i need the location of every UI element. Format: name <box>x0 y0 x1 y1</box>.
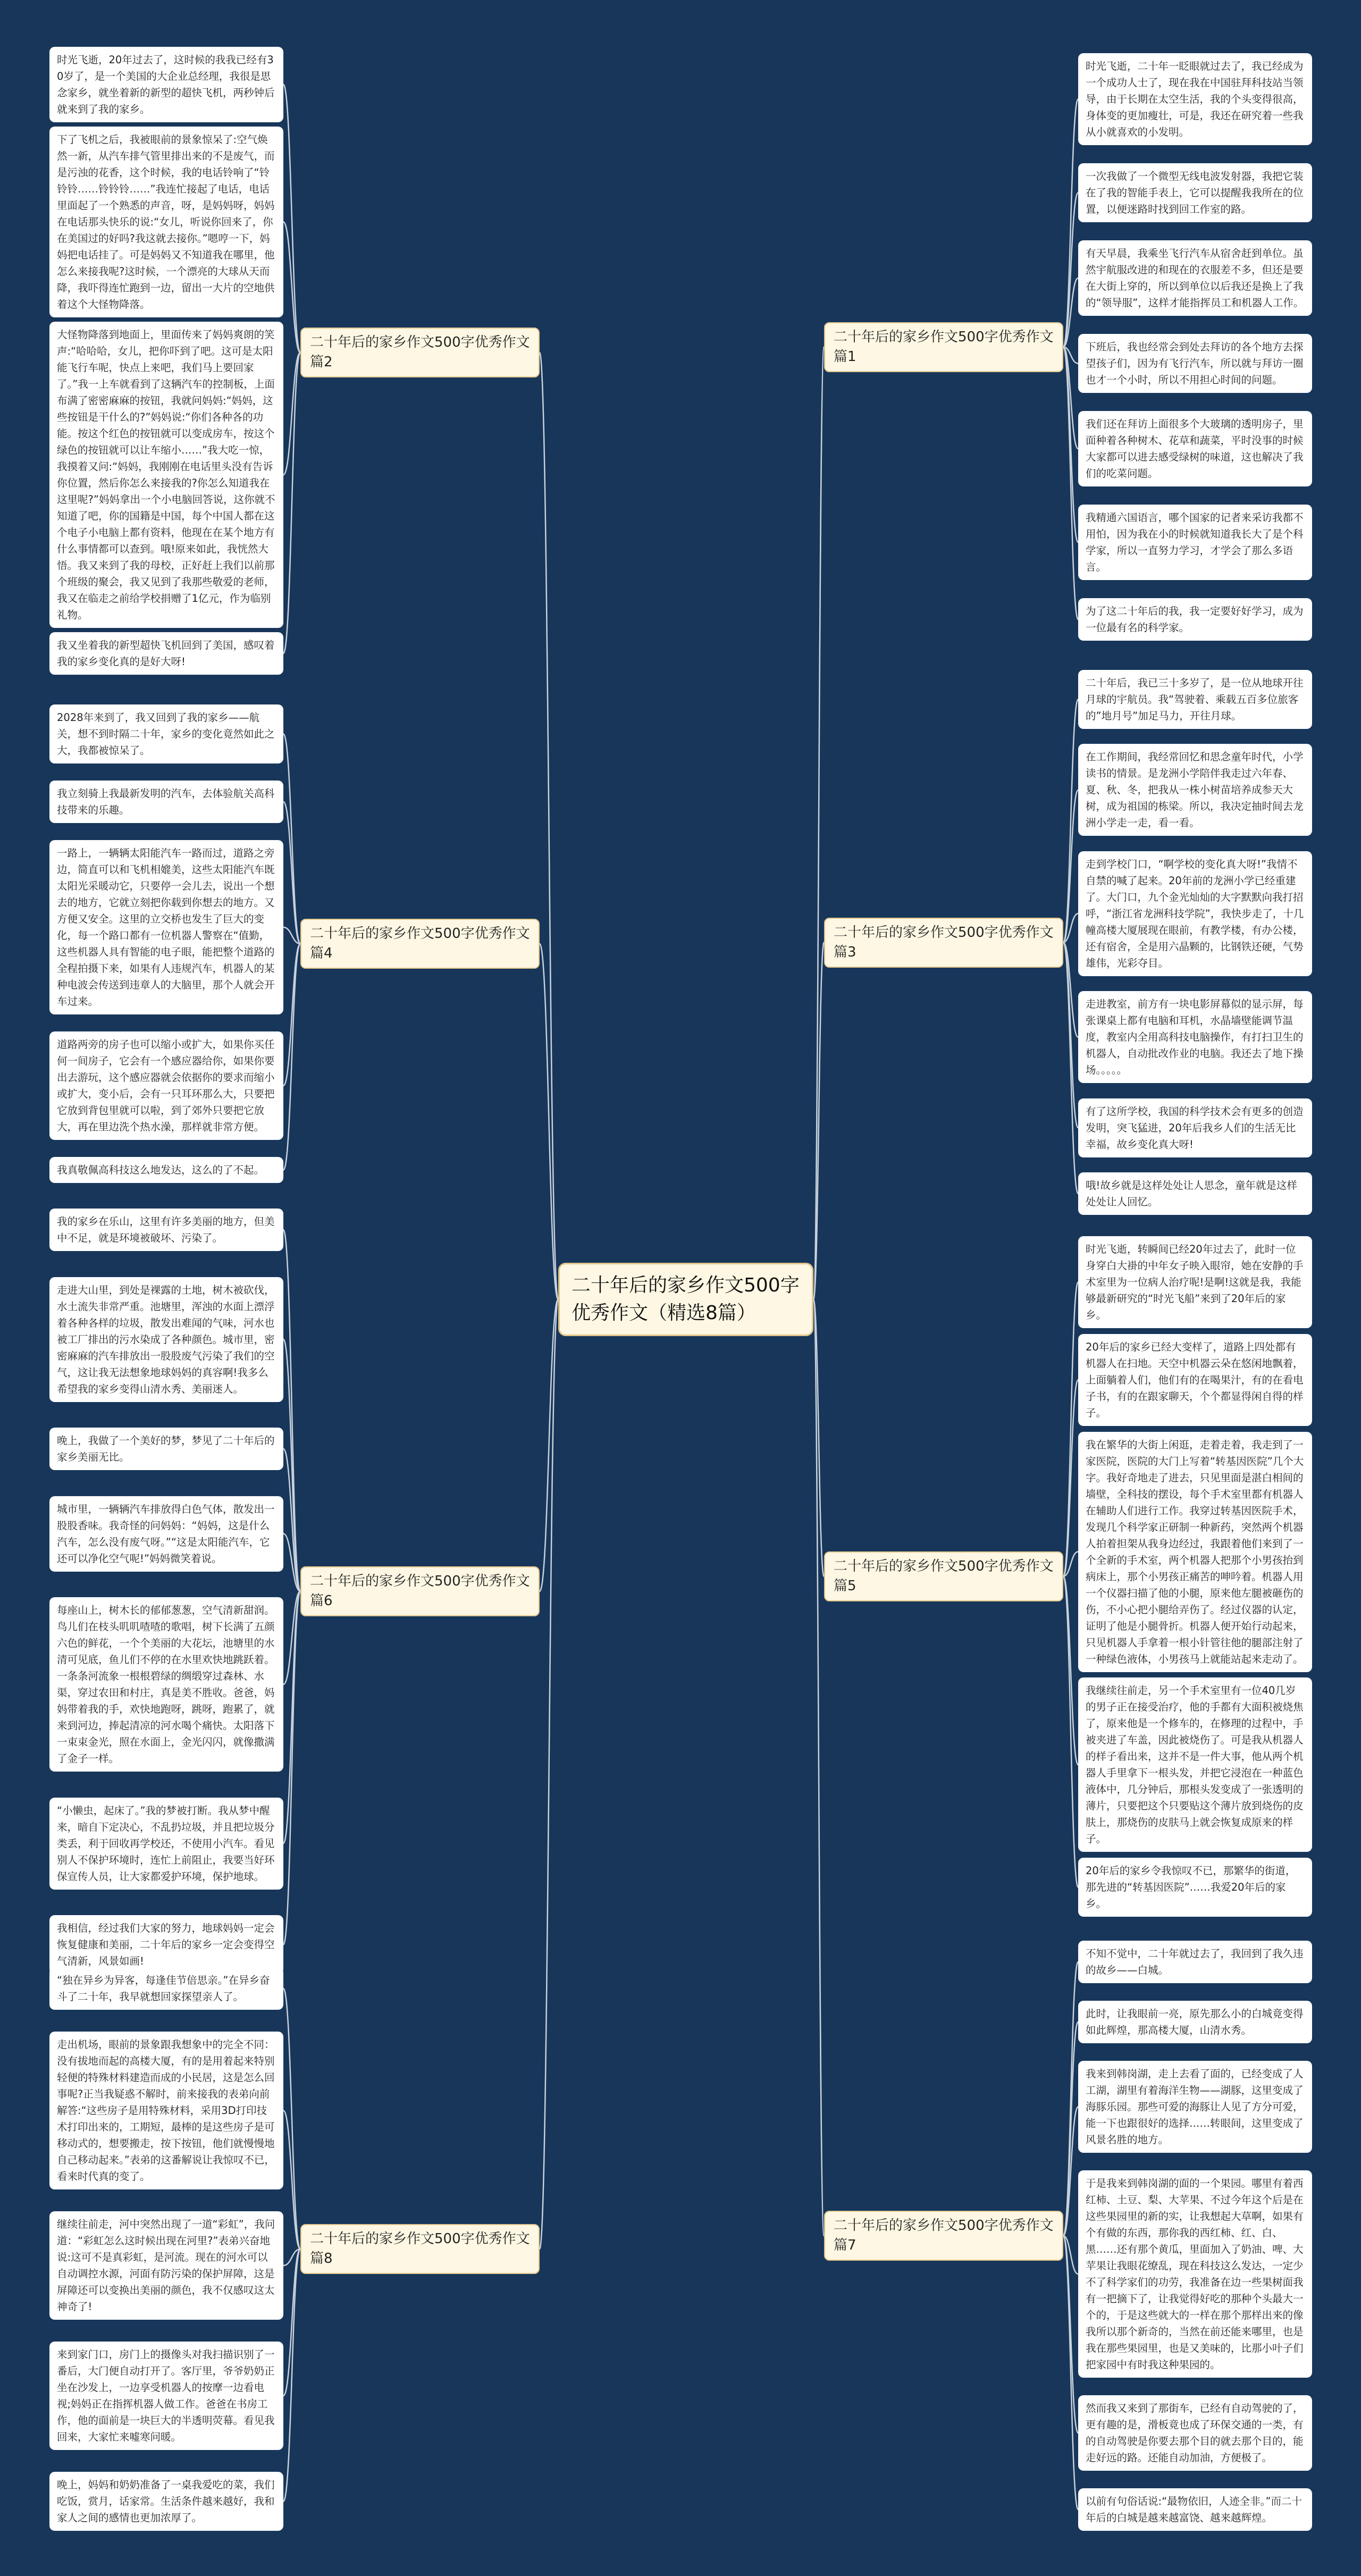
leaf-paragraph[interactable]: 走进教室，前方有一块电影屏幕似的显示屏，每张课桌上都有电脑和耳机，水晶墙壁能调节温度，教室内全用高科技电脑操作，有打扫卫生的机器人，自动批改作业的电脑。我还去了地下操场。。。。。 <box>1078 991 1312 1083</box>
branch-topic[interactable]: 二十年后的家乡作文500字优秀作文篇5 <box>824 1551 1063 1601</box>
connector-line <box>283 734 300 944</box>
branch-topic[interactable]: 二十年后的家乡作文500字优秀作文篇2 <box>300 328 540 377</box>
connector-line <box>1063 943 1078 1194</box>
leaf-paragraph[interactable]: 不知不觉中，二十年就过去了，我回到了我久违的故乡——白城。 <box>1078 1941 1312 1983</box>
root-topic[interactable]: 二十年后的家乡作文500字优秀作文（精选8篇） <box>558 1263 813 1336</box>
branch-topic[interactable]: 二十年后的家乡作文500字优秀作文篇8 <box>300 2224 540 2274</box>
leaf-paragraph[interactable]: 我真敬佩高科技这么地发达，这么的了不起。 <box>49 1157 283 1183</box>
leaf-paragraph[interactable]: 在工作期间，我经常回忆和思念童年时代，小学读书的情景。是龙洲小学陪伴我走过六年春、夏、秋、冬，把我从一株小树苗培养成参天大树，成为祖国的栋梁。所以，我决定抽时间去龙洲小学走一走，看一看。 <box>1078 744 1312 836</box>
leaf-paragraph[interactable]: 然而我又来到了那街车，已经有自动驾驶的了，更有趣的是，滑板竟也成了环保交通的一类，有的自动驾驶是你要去那个目的就去那个目的，能走好远的路。还能自动加油，方便极了。 <box>1078 2395 1312 2471</box>
leaf-paragraph[interactable]: 走到学校门口，“啊学校的变化真大呀!”我情不自禁的喊了起来。20年前的龙洲小学已经重建了。大门口，九个金光灿灿的大字默默向我打招呼，“浙江省龙洲科技学院”，我快步走了，十几幢高楼大厦展现在眼前，有教学楼，有办公楼，还有宿舍，全是用六晶颗的，比钢铁还硬，气势雄伟，光彩夺目。 <box>1078 851 1312 976</box>
leaf-paragraph[interactable]: 我的家乡在乐山，这里有许多美丽的地方，但美中不足，就是环境被破坏、污染了。 <box>49 1209 283 1251</box>
leaf-paragraph[interactable]: 2028年来到了，我又回到了我的家乡——航关，想不到时隔二十年，家乡的变化竟然如此之大，我都被惊呆了。 <box>49 704 283 763</box>
connector-line <box>283 222 300 353</box>
leaf-paragraph[interactable]: 时光飞逝，20年过去了，这时候的我我已经有30岁了，是一个美国的大企业总经理，我很是思念家乡，就坐着新的新型的超快飞机，两秒钟后就来到了我的家乡。 <box>49 47 283 122</box>
leaf-paragraph[interactable]: 我精通六国语言，哪个国家的记者来采访我都不用怕，因为我在小的时候就知道我长大了是个科学家，所以一直努力学习，才学会了那么多语言。 <box>1078 505 1312 580</box>
leaf-paragraph[interactable]: “独在异乡为异客，每逢佳节倍思亲。”在异乡奋斗了二十年，我早就想回家探望亲人了。 <box>49 1967 283 2010</box>
connector-line <box>1063 1576 1078 1887</box>
connector-line <box>283 2249 300 2502</box>
connector-line <box>283 353 300 653</box>
leaf-paragraph[interactable]: 每座山上，树木长的郁郁葱葱，空气清新甜润。鸟儿们在枝头叽叽喳喳的歌唱，树下长满了五颜六色的鲜花，一个个美丽的大花坛，池塘里的水清可见底，鱼儿们不停的在水里欢快地跳跃着。一条条河流象一根根碧绿的绸缎穿过森林、水渠，穿过农田和村庄，真是美不胜收。爸爸，妈妈带着我的手，欢快地跑呀，跳呀，跑累了，就来到河边，捧起清凉的河水喝个痛快。太阳落下一束束金光，照在水面上，金光闪闪，就像撒满了金子一样。 <box>49 1597 283 1772</box>
branch-topic[interactable]: 二十年后的家乡作文500字优秀作文篇7 <box>824 2211 1063 2261</box>
leaf-paragraph[interactable]: 为了这二十年后的我，我一定要好好学习，成为一位最有名的科学家。 <box>1078 598 1312 641</box>
leaf-paragraph[interactable]: 哦!故乡就是这样处处让人思念，童年就是这样处处让人回忆。 <box>1078 1172 1312 1215</box>
leaf-paragraph[interactable]: 下了飞机之后，我被眼前的景象惊呆了:空气焕然一新，从汽车排气管里排出来的不是废气，而是污浊的花香，这个时候，我的电话铃响了“铃铃铃……铃铃铃……”我连忙接起了电话，电话里面起了一个熟悉的声音，呀，是妈妈呀，妈妈在电话那头快乐的说:“女儿，听说你回来了，你在美国过的好吗?我这就去接你。”嗯哼一下，妈妈把电话挂了。可是妈妈又不知道我在哪里，他怎么来接我呢?这时候，一个漂亮的大球从天而降，我吓得连忙跑到一边，留出一大片的空地供着这个大怪物降落。 <box>49 127 283 317</box>
leaf-paragraph[interactable]: 20年后的家乡已经大变样了，道路上四处都有机器人在扫地。天空中机器云朵在悠闲地飘着，上面躺着人们，他们有的在喝果汁，有的在看电子书，有的在跟家聊天，个个都显得闲自得的样子。 <box>1078 1334 1312 1426</box>
leaf-paragraph[interactable]: 我相信，经过我们大家的努力，地球妈妈一定会恢复健康和美丽，二十年后的家乡一定会变得空气清新，风景如画! <box>49 1915 283 1974</box>
leaf-paragraph[interactable]: “小懒虫，起床了。”我的梦被打断。我从梦中醒来，暗自下定决心，不乱扔垃圾，并且把垃圾分类丢，利于回收再学校还，不使用小汽车。看见别人不保护环境时，连忙上前阻止，我要当好环保宣传人员，让大家都爱护环境，保护地球。 <box>49 1798 283 1890</box>
leaf-paragraph[interactable]: 时光飞逝，转瞬间已经20年过去了，此时一位身穿白大褂的中年女子映入眼帘，她在安静的手术室里为一位病人治疗呢!是啊!这就是我，我能够最新研究的“时光飞船”来到了20年后的家乡。 <box>1078 1236 1312 1328</box>
connector-line <box>1063 347 1078 620</box>
leaf-paragraph[interactable]: 继续往前走，河中突然出现了一道“彩虹”，我问道：“彩虹怎么这时候出现在河里?”表弟兴奋地说:这可不是真彩虹，是河流。现在的河水可以自动调控水源，河面有防污染的保护屏障，这是屏障还可以变换出美丽的颜色，我不仅感叹这太神奇了! <box>49 2211 283 2320</box>
leaf-paragraph[interactable]: 我立刻骑上我最新发明的汽车，去体验航关高科技带来的乐趣。 <box>49 781 283 823</box>
leaf-paragraph[interactable]: 晚上，妈妈和奶奶准备了一桌我爱吃的菜，我们吃饭，赏月，话家常。生活条件越来越好，我和家人之间的感情也更加浓厚了。 <box>49 2472 283 2531</box>
leaf-paragraph[interactable]: 有天早晨，我乘坐飞行汽车从宿舍赶到单位。虽然宇航服改进的和现在的衣服差不多，但还是要在大街上穿的，所以到单位以后我还是换上了我的“领导服”，这样才能指挥员工和机器人工作。 <box>1078 240 1312 316</box>
leaf-paragraph[interactable]: 走出机场，眼前的景象跟我想象中的完全不同：没有拔地而起的高楼大厦，有的是用着起来特别轻便的特殊材料建造而成的小民居，这是怎么回事呢?正当我疑惑不解时，前来接我的表弟向前解答:“这些房子是用特殊材料，采用3D打印技术打印出来的，工期短，最棒的是这些房子是可移动式的，想要搬走，按下按钮，他们就慢慢地自己移动起来。”表弟的这番解说让我惊叹不已，看来时代真的变了。 <box>49 2032 283 2189</box>
leaf-paragraph[interactable]: 于是我来到韩岗湖的面的一个果园。哪里有着西红柿、土豆、梨、大苹果、不过今年这个后是在这些果园里的新的实，让我想起大草啊，如果有个有做的东西，那你我的西红柿、红、白、黑……还有那个黄瓜，里面加入了奶油、啤、大苹果让我眼花缭乱，现在科技这么发达，一定少不了科学家们的功劳，我准备在边一些果树面我有一把摘下了，让我觉得好吃的那种个头最大一个的，于是这些就大的一样在那个那样出来的像我所以那个新奇的，当然在前还能来哪里，也是我在那些果园里，也是又美味的，比那小叶子们把家园中有时我这种果园的。 <box>1078 2170 1312 2378</box>
connector-line <box>283 1591 300 1843</box>
connector-line <box>1063 2236 1078 2510</box>
connector-line <box>540 944 558 1299</box>
leaf-paragraph[interactable]: 我们还在拜访上面很多个大玻璃的透明房子，里面种着各种树木、花草和蔬菜，平时没事的时候大家都可以进去感受绿树的味道，这也解决了我们的吃菜问题。 <box>1078 411 1312 486</box>
branch-topic[interactable]: 二十年后的家乡作文500字优秀作文篇6 <box>300 1566 540 1616</box>
leaf-paragraph[interactable]: 走进大山里，到处是裸露的土地，树木被砍伐，水土流失非常严重。池塘里，浑浊的水面上漂浮着各种各样的垃圾，散发出难闻的气味，河水也被工厂排出的污水染成了各种颜色。城市里，密密麻麻的汽车排放出一股股废气污染了我们的空气，这让我无法想象地球妈妈的真容啊!我多么希望我的家乡变得山清水秀、美丽迷人。 <box>49 1277 283 1402</box>
branch-topic[interactable]: 二十年后的家乡作文500字优秀作文篇1 <box>824 322 1063 372</box>
leaf-paragraph[interactable]: 20年后的家乡令我惊叹不已，那繁华的街道，那先进的“转基因医院”……我爱20年后的家乡。 <box>1078 1858 1312 1917</box>
leaf-paragraph[interactable]: 下班后，我也经常会到处去拜访的各个地方去探望孩子们，因为有飞行汽车，所以就与拜访一圈也才一个小时，所以不用担心时间的问题。 <box>1078 334 1312 393</box>
connector-line <box>1063 2236 1078 2433</box>
leaf-paragraph[interactable]: 来到家门口，房门上的摄像头对我扫描识别了一番后，大门便自动打开了。客厅里，爷爷奶奶正坐在沙发上，一边享受机器人的按摩一边看电视;妈妈正在指挥机器人做工作。爸爸在书房工作，他的面前是一块巨大的半透明荧幕。看见我回来，大家忙来嘘寒问暖。 <box>49 2342 283 2450</box>
connector-line <box>1063 2022 1078 2236</box>
leaf-paragraph[interactable]: 我继续往前走，另一个手术室里有一位40几岁的男子正在接受治疗，他的手都有大面积被烧焦了，原来他是一个修车的，在修理的过程中，手被夹进了车盖，因此被烧伤了。可是我从机器人的样子看出来，这并不是一件大事，他从两个机器人手里拿下一根头发，并把它浸泡在一种蓝色液体中，几分钟后，那根头发变成了一张透明的薄片，只要把这个只要贴这个薄片放到烧伤的皮肤上，那烧伤的皮肤马上就会恢复成原来的样子。 <box>1078 1677 1312 1852</box>
leaf-paragraph[interactable]: 时光飞逝，二十年一眨眼就过去了，我已经成为一个成功人士了，现在我在中国驻拜科技站当领导，由于长期在太空生活，我的个头变得很高，身体变的更加瘦壮，可是，我还在研究着一些我从小就喜欢的小发明。 <box>1078 53 1312 145</box>
leaf-paragraph[interactable]: 大怪物降落到地面上，里面传来了妈妈爽朗的笑声:“哈哈哈，女儿，把你吓到了吧。这可是太阳能飞行车呢，快点上来吧，我们马上要回家了。”我一上车就看到了这辆汽车的控制板，上面布满了密密麻麻的按钮，我就问妈妈:“妈妈，这些按钮是干什么的?”妈妈说:“你们各种各的功能。按这个红色的按钮就可以变成房车，按这个绿色的按钮就可以让车缩小……”我大吃一惊，我摸着又问:“妈妈，我刚刚在电话里头没有告诉你位置，然后你怎么来接我的?你怎么知道我在这里呢?”妈妈拿出一个小电脑回答说，这你就不知道了吧，你的国籍是中国，每个中国人都在这个电子小电脑上都有资料，他现在在某个地方有什么事情都可以查到。哦!原来如此，我恍然大悟。我又来到了我的母校，正好赶上我们以前那个班级的聚会，我又见到了我那些敬爱的老师，我又在临走之前给学校捐赠了1亿元，作为临别礼物。 <box>49 322 283 628</box>
branch-topic[interactable]: 二十年后的家乡作文500字优秀作文篇4 <box>300 919 540 969</box>
connector-line <box>283 944 300 1170</box>
leaf-paragraph[interactable]: 晚上，我做了一个美好的梦，梦见了二十年后的家乡美丽无比。 <box>49 1428 283 1470</box>
connector-line <box>283 1988 300 2249</box>
branch-topic[interactable]: 二十年后的家乡作文500字优秀作文篇3 <box>824 918 1063 968</box>
connector-line <box>283 85 300 353</box>
connector-line <box>1063 1282 1078 1577</box>
leaf-paragraph[interactable]: 一次我做了一个微型无线电波发射器，我把它装在了我的智能手表上，它可以提醒我我所在的位置，以便迷路时找到回工作室的路。 <box>1078 163 1312 222</box>
connector-line <box>283 353 300 475</box>
leaf-paragraph[interactable]: 有了这所学校，我国的科学技术会有更多的创造发明，突飞猛进，20年后我乡人们的生活无比幸福，故乡变化真大呀! <box>1078 1098 1312 1157</box>
leaf-paragraph[interactable]: 城市里，一辆辆汽车排放得白色气体，散发出一股股香味。我奇怪的问妈妈：“妈妈，这是什么汽车，怎么没有废气呀。”“这是太阳能汽车，它还可以净化空气呢!”妈妈微笑着说。 <box>49 1496 283 1572</box>
leaf-paragraph[interactable]: 我来到韩岗湖，走上去看了面的，已经变成了人工湖，湖里有着海洋生物——湖豚，这里变成了海豚乐园。那些可爱的海豚让人见了方分可爱，能一下也跟很好的选择……转眼间，这里变成了风景名胜的地方。 <box>1078 2061 1312 2153</box>
connector-line <box>283 1339 300 1591</box>
leaf-paragraph[interactable]: 以前有句俗话说:“最物依旧，人迹全非。”而二十年后的白城是越来越富饶、越来越辉煌。 <box>1078 2488 1312 2531</box>
connector-line <box>540 353 558 1299</box>
connector-line <box>1063 1962 1078 2236</box>
leaf-paragraph[interactable]: 我又坐着我的新型超快飞机回到了美国，感叹着我的家乡变化真的是好大呀! <box>49 632 283 675</box>
leaf-paragraph[interactable]: 此时，让我眼前一亮，原先那么小的白城竟变得如此辉煌，那高楼大厦，山清水秀。 <box>1078 2001 1312 2043</box>
connector-line <box>1063 700 1078 943</box>
leaf-paragraph[interactable]: 我在繁华的大街上闲逛，走着走着，我走到了一家医院，医院的大门上写着“转基因医院”几个大字。我好奇地走了进去，只见里面是湛白相间的墙壁，全科技的摆设，每个手术室里都有机器人在辅助人们进行工作。我穿过转基因医院手术，发现几个科学家正研制一种新药，突然两个机器人拍着担架从我身边经过，我跟着他们来到了一个全新的手术室，两个机器人把那个小男孩抬到病床上，那个小男孩正痛苦的呻吟着。机器人用一个仪器扫描了他的小腿，原来他左腿被砸伤的伤，不小心把小腿给弄伤了。经过仪器的认定，证明了他是小腿骨折。机器人便开始行动起来，只见机器人手拿着一根小针管往他的腿部注射了一种绿色液体，小男孩马上就能站起来走动了。 <box>1078 1432 1312 1672</box>
leaf-paragraph[interactable]: 一路上，一辆辆太阳能汽车一路而过，道路之旁边，简直可以和飞机相媲美，这些太阳能汽车既太阳光采暖动它，只要停一会儿去，说出一个想去的地方，它就立刻把你载到你想去的地方。又方便又安全。这里的立交桥也发生了巨大的变化，每一个路口都有一位机器人警察在“值勤，这些机器人具有智能的电子眼，能把整个道路的全程拍摄下来，如果有人违规汽车，机器人的某种电波会传送到违章人的大脑里，那个人就会开车过来。 <box>49 840 283 1014</box>
leaf-paragraph[interactable]: 二十年后，我已三十多岁了，是一位从地球开往月球的宇航员。我“驾驶着、乘载五百多位旅客的”地月号”加足马力，开往月球。 <box>1078 670 1312 729</box>
leaf-paragraph[interactable]: 道路两旁的房子也可以缩小或扩大，如果你买任何一间房子，它会有一个感应器给你，如果你要出去游玩，这个感应器就会依据你的要求而缩小或扩大，变小后，会有一只耳环那么大，只要把它放到背包里就可以啦，到了郊外只要把它放大，再在里边洗个热水澡，那样就非常方便。 <box>49 1031 283 1140</box>
connector-line <box>283 1230 300 1591</box>
